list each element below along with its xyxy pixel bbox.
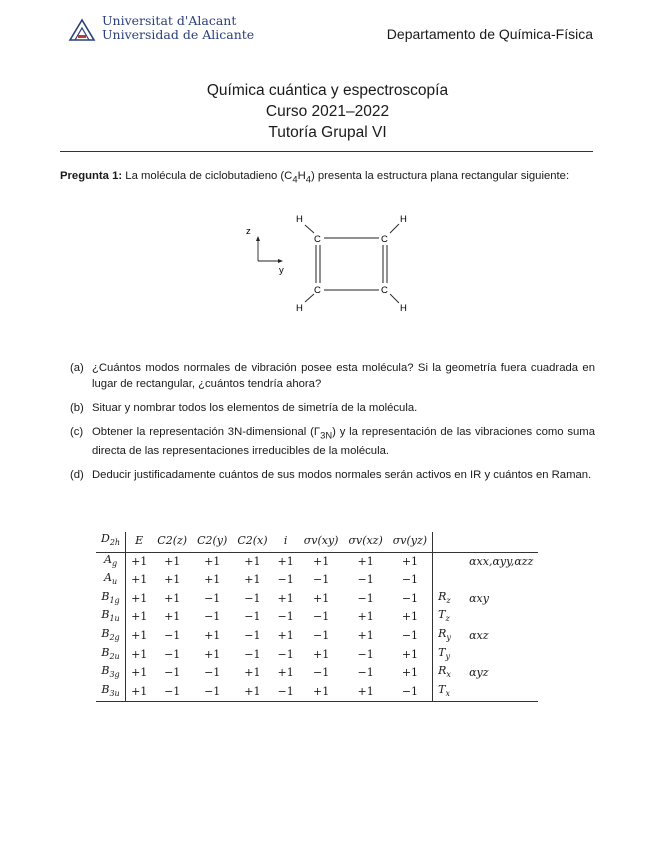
- linear-function-cell: [433, 552, 464, 571]
- character-cell: −1: [244, 647, 261, 661]
- irrep-label: $B_{3u}$: [96, 683, 126, 702]
- header-cell: σv(xz): [343, 532, 387, 552]
- character-cell: −1: [204, 591, 221, 605]
- question-text-before: La molécula de ciclobutadieno (C: [125, 170, 293, 182]
- table-row: [96, 683, 538, 702]
- irrep-label: $A_u$: [96, 571, 126, 590]
- item-marker: (a): [70, 362, 84, 374]
- formula-sub-1: 4: [292, 173, 298, 185]
- header-cell-quadratic: [463, 532, 538, 552]
- character-cell: +1: [204, 629, 221, 643]
- character-cell: +1: [204, 554, 221, 568]
- character-cell: −1: [244, 610, 261, 624]
- character-cell: −1: [388, 590, 433, 609]
- character-cell: −1: [244, 629, 261, 643]
- irrep-label: $B_{2u}$: [96, 646, 126, 665]
- atom-h-tr: H: [400, 214, 407, 225]
- character-cell: −1: [273, 683, 299, 702]
- irrep-label: $B_{1u}$: [96, 608, 126, 627]
- quadratic-function-cell: [463, 683, 538, 702]
- question-statement: [60, 170, 600, 184]
- table-row: [96, 552, 538, 571]
- character-cell: +1: [131, 591, 148, 605]
- character-cell: −1: [388, 571, 433, 590]
- character-cell: +1: [131, 573, 148, 587]
- character-cell: +1: [131, 666, 148, 680]
- c-h-bond-tr: [390, 224, 399, 233]
- c-h-bond-br: [390, 294, 399, 303]
- character-cell: −1: [204, 666, 221, 680]
- title-block: [0, 80, 655, 143]
- character-cell: +1: [244, 573, 261, 587]
- department-name: Departamento de Química-Física: [386, 26, 593, 42]
- course-title: Química cuántica y espectroscopía: [206, 82, 449, 99]
- item-text: Situar y nombrar todos los elementos de simetría de la molécula.: [92, 402, 418, 414]
- header-cell: i: [273, 532, 299, 552]
- quadratic-function-cell: αyz: [469, 666, 489, 680]
- character-cell: −1: [388, 683, 433, 702]
- table-row: [96, 571, 538, 590]
- axis-z-label: z: [246, 226, 251, 237]
- header-cell: σv(yz): [388, 532, 433, 552]
- character-cell: +1: [299, 683, 344, 702]
- question-items: [70, 360, 595, 491]
- header-cell: C2(z): [152, 532, 192, 552]
- c-h-bond-bl: [305, 294, 314, 302]
- title-divider: [60, 151, 593, 152]
- character-cell: −1: [277, 610, 294, 624]
- linear-function-cell: $R_z$: [438, 589, 451, 605]
- atom-h-bl: H: [296, 303, 303, 314]
- logo-line-1: Universitat d'Alacant: [102, 13, 237, 28]
- character-cell: +1: [204, 573, 221, 587]
- item-marker: (d): [70, 469, 84, 482]
- header-cell: E: [126, 532, 153, 552]
- header-cell-linear: [433, 532, 464, 552]
- atom-c-bl: C: [314, 285, 321, 296]
- character-cell: +1: [343, 683, 387, 702]
- atom-c-tl: C: [314, 234, 321, 245]
- character-cell: +1: [312, 591, 330, 605]
- irrep-label: $B_{2g}$: [96, 627, 126, 646]
- gamma-subscript: 3N: [320, 429, 333, 441]
- course-year: Curso 2021–2022: [265, 103, 390, 120]
- table-row: [96, 608, 538, 627]
- linear-function-cell: $T_x$: [433, 683, 464, 702]
- session-title: Tutoría Grupal VI: [268, 124, 387, 141]
- point-group-label: $D_{2h}$: [96, 532, 126, 552]
- character-cell: −1: [357, 666, 374, 680]
- quadratic-function-cell: [463, 646, 538, 665]
- character-cell: +1: [277, 666, 294, 680]
- character-cell: +1: [357, 554, 374, 568]
- item-marker: (b): [70, 402, 84, 414]
- character-cell: +1: [388, 664, 433, 683]
- character-cell: −1: [244, 591, 261, 605]
- list-item: [70, 467, 595, 483]
- table-row: [96, 646, 538, 665]
- character-cell: +1: [164, 554, 181, 568]
- list-item: [70, 424, 595, 459]
- character-cell: −1: [152, 683, 192, 702]
- character-cell: −1: [312, 610, 330, 624]
- character-cell: −1: [192, 683, 232, 702]
- list-item: [70, 400, 595, 416]
- item-text: Deducir justificadamente cuántos de sus modos normales serán activos en IR y cuántos en Raman.: [92, 469, 592, 482]
- irrep-label: $B_{3g}$: [96, 664, 126, 683]
- character-cell: +1: [357, 629, 374, 643]
- header-cell: C2(x): [232, 532, 272, 552]
- character-cell: −1: [357, 647, 374, 661]
- atom-c-tr: C: [381, 234, 388, 245]
- university-logo: [68, 13, 255, 46]
- linear-function-cell: [433, 571, 464, 590]
- question-text-after: ) presenta la estructura plana rectangular siguiente:: [310, 170, 570, 182]
- atom-h-br: H: [400, 303, 407, 314]
- table-row: [96, 627, 538, 646]
- character-cell: +1: [232, 683, 272, 702]
- character-cell: −1: [388, 627, 433, 646]
- character-cell: +1: [388, 646, 433, 665]
- linear-function-cell: $T_y$: [438, 645, 450, 661]
- character-cell: −1: [277, 573, 294, 587]
- character-cell: +1: [277, 591, 294, 605]
- linear-function-cell: $R_x$: [438, 664, 451, 680]
- character-cell: +1: [126, 683, 153, 702]
- character-cell: +1: [312, 554, 330, 568]
- linear-function-cell: $T_z$: [438, 608, 450, 624]
- quadratic-function-cell: αxz: [469, 629, 489, 643]
- character-cell: +1: [131, 647, 148, 661]
- character-cell: +1: [131, 629, 148, 643]
- character-cell: −1: [312, 629, 330, 643]
- quadratic-function-cell: [463, 571, 538, 590]
- irrep-label: $B_{1g}$: [96, 590, 126, 609]
- atom-h-tl: H: [296, 214, 303, 225]
- formula-sub-2: 4: [305, 173, 311, 185]
- list-item: [70, 360, 595, 392]
- character-cell: +1: [131, 554, 148, 568]
- item-marker: (c): [70, 426, 84, 438]
- header-cell: σv(xy): [299, 532, 344, 552]
- character-cell: +1: [388, 608, 433, 627]
- irrep-label: $A_g$: [96, 552, 126, 571]
- character-cell: +1: [277, 629, 294, 643]
- question-label: Pregunta 1:: [60, 170, 123, 182]
- character-cell: +1: [131, 610, 148, 624]
- character-cell: +1: [244, 666, 261, 680]
- character-cell: +1: [164, 610, 181, 624]
- character-cell: +1: [388, 552, 433, 571]
- item-text-before: Obtener la representación 3N-dimensional (Γ: [92, 426, 321, 438]
- logo-line-2: Universidad de Alicante: [102, 27, 255, 42]
- item-text: ¿Cuántos modos normales de vibración posee esta molécula? Si la geometría fuera cuadrada en lugar de rectangular, ¿cuántos tendría ahora?: [92, 362, 595, 390]
- character-cell: −1: [204, 610, 221, 624]
- linear-function-cell: $R_y$: [438, 626, 451, 643]
- character-cell: −1: [357, 591, 374, 605]
- quadratic-function-cell: αxy: [469, 591, 489, 605]
- table-header-row: [96, 532, 538, 552]
- header-cell: C2(y): [192, 532, 232, 552]
- axis-y-label: y: [279, 265, 284, 276]
- character-cell: +1: [164, 591, 181, 605]
- c-h-bond-tl: [305, 225, 314, 233]
- character-cell: −1: [164, 629, 181, 643]
- character-cell: +1: [357, 610, 374, 624]
- item-text-after: ) y la representación de las vibraciones como suma directa de las representaciones irreducibles de la molécula.: [92, 426, 595, 458]
- character-cell: −1: [164, 666, 181, 680]
- character-cell: −1: [357, 573, 374, 587]
- university-emblem-icon: [68, 16, 96, 44]
- cyclobutadiene-structure: [238, 205, 418, 317]
- character-cell: −1: [312, 666, 330, 680]
- table-row: [96, 664, 538, 683]
- atom-c-br: C: [381, 285, 388, 296]
- formula-h: H: [297, 170, 306, 182]
- character-cell: +1: [244, 554, 261, 568]
- character-cell: −1: [312, 573, 330, 587]
- character-cell: +1: [204, 647, 221, 661]
- character-cell: +1: [277, 554, 294, 568]
- character-table-d2h: [96, 532, 538, 702]
- character-cell: +1: [164, 573, 181, 587]
- character-cell: −1: [164, 647, 181, 661]
- quadratic-function-cell: αxx,αyy,αzz: [469, 554, 534, 568]
- table-row: [96, 590, 538, 609]
- character-cell: −1: [277, 647, 294, 661]
- character-cell: +1: [312, 647, 330, 661]
- quadratic-function-cell: [463, 608, 538, 627]
